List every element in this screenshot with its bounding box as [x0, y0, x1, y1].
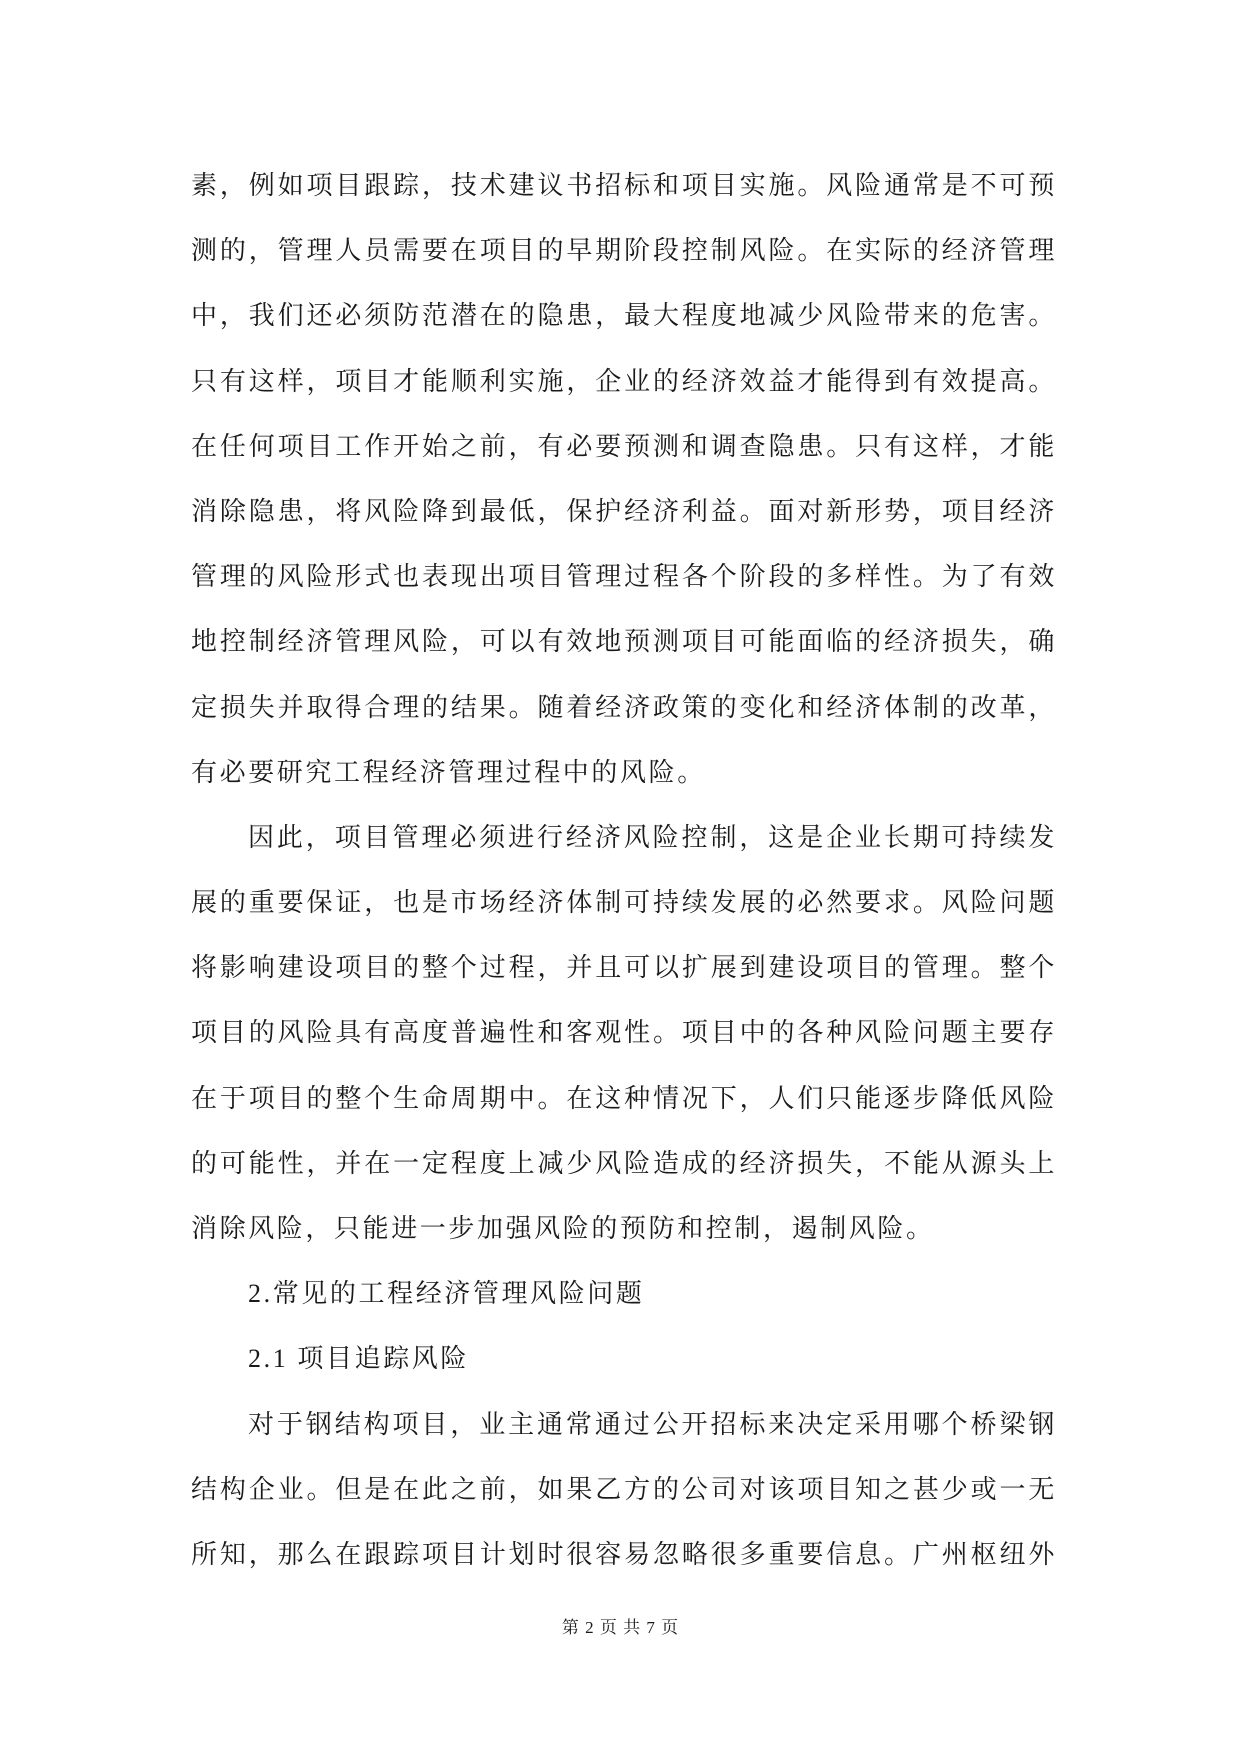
paragraph-line: 对于钢结构项目，业主通常通过公开招标来决定采用哪个桥梁钢 — [248, 1409, 1057, 1439]
paragraph-line: 结构企业。但是在此之前，如果乙方的公司对该项目知之甚少或一无 — [191, 1474, 1057, 1504]
paragraph-line: 的可能性，并在一定程度上减少风险造成的经济损失，不能从源头上 — [191, 1148, 1057, 1178]
paragraph-line: 素，例如项目跟踪，技术建议书招标和项目实施。风险通常是不可预 — [191, 171, 1057, 200]
paragraph-line: 将影响建设项目的整个过程，并且可以扩展到建设项目的管理。整个 — [191, 953, 1057, 983]
paragraph-line: 中，我们还必须防范潜在的隐患，最大程度地减少风险带来的危害。 — [191, 301, 1057, 331]
paragraph-line: 展的重要保证，也是市场经济体制可持续发展的必然要求。风险问题 — [191, 888, 1057, 918]
page-number-footer: 第 2 页 共 7 页 — [561, 1618, 680, 1637]
paragraph-line: 在任何项目工作开始之前，有必要预测和调查隐患。只有这样，才能 — [191, 431, 1057, 461]
document-body — [191, 153, 1057, 1587]
paragraph-line: 管理的风险形式也表现出项目管理过程各个阶段的多样性。为了有效 — [191, 562, 1057, 592]
paragraph-line: 有必要研究工程经济管理过程中的风险。 — [191, 757, 706, 787]
paragraph-line: 所知，那么在跟踪项目计划时很容易忽略很多重要信息。广州枢纽外 — [191, 1539, 1057, 1569]
subsection-heading: 2.1 项目追踪风险 — [248, 1344, 470, 1374]
section-heading: 2.常见的工程经济管理风险问题 — [248, 1279, 645, 1309]
paragraph-line: 测的，管理人员需要在项目的早期阶段控制风险。在实际的经济管理 — [191, 236, 1057, 266]
paragraph-line: 消除隐患，将风险降到最低，保护经济利益。面对新形势，项目经济 — [191, 496, 1057, 526]
paragraph-line: 因此，项目管理必须进行经济风险控制，这是企业长期可持续发 — [248, 822, 1057, 852]
paragraph-line: 只有这样，项目才能顺利实施，企业的经济效益才能得到有效提高。 — [191, 366, 1057, 396]
paragraph-line: 地控制经济管理风险，可以有效地预测项目可能面临的经济损失，确 — [191, 627, 1057, 657]
paragraph-line: 在于项目的整个生命周期中。在这种情况下，人们只能逐步降低风险 — [191, 1083, 1057, 1113]
paragraph-line: 定损失并取得合理的结果。随着经济政策的变化和经济体制的改革， — [191, 692, 1057, 722]
paragraph-line: 消除风险，只能进一步加强风险的预防和控制，遏制风险。 — [191, 1214, 935, 1243]
paragraph-line: 项目的风险具有高度普遍性和客观性。项目中的各种风险问题主要存 — [191, 1018, 1057, 1048]
